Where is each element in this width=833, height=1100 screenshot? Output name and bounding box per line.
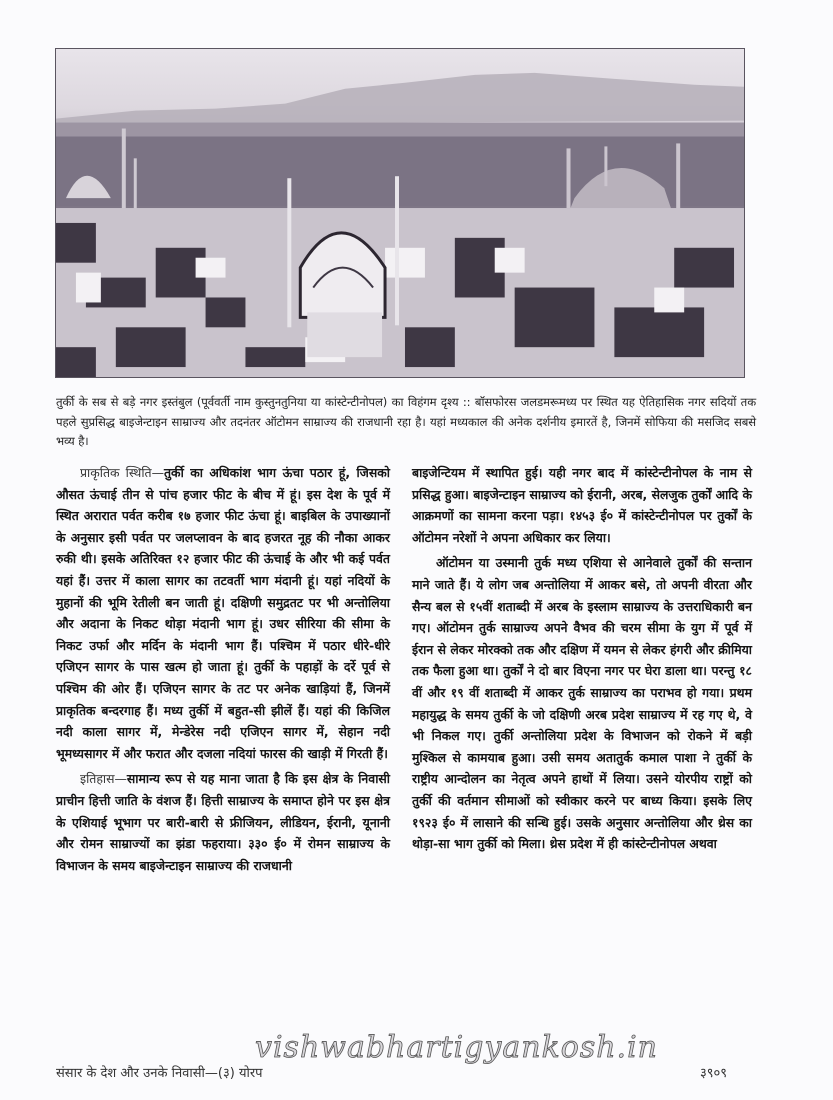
footer-title: संसार के देश और उनके निवासी—(३) योरप	[56, 1066, 263, 1081]
section-text: तुर्की का अधिकांश भाग ऊंचा पठार हूं, जिसको औसत ऊंचाई तीन से पांच हजार फीट के बीच में हूं। इस देश के पूर्व में स्थित अरारात पर्वत करीब १७ हजार फीट ऊंचा हूं। बाइबिल के उपाख्यानों के अनुसार इसी पर्वत पर जलप्लावन के बाद हजरत नूह की नौका आकर रुकी थी। इसके अतिरिक्त १२ हजार फीट की ऊंचाई के और भी कई पर्वत यहां हैं। उत्तर में काला सागर का तटवर्ती भाग मंदानी हूं। यहां नदियों के मुहानों की भूमि रेतीली बन जाती हूं। दक्षिणी समुद्रतट पर भी अन्तोलिया और अदाना के निकट थोड़ा मंदानी भाग हूं। उधर सीरिया की सीमा के निकट उर्फा और मर्दिन के मंदानी भाग हैं। पश्चिम में पठार धीरे-धीरे एजिएन सागर के पास खत्म हो जाता हूं। तुर्की के पहाड़ों के दर्रे पूर्व से पश्चिम की ओर हैं। एजिएन सागर के तट पर अनेक खाड़ियां हैं, जिनमें प्राकृतिक बन्दरगाह हैं। मध्य तुर्की में बहुत-सी झीलें हैं। यहां की किजिल नदी काला सागर में, मेन्डेरेस नदी एजिएन सागर में, सेहान नदी भूमध्यसागर में और फरात और दजला नदियां फारस की खाड़ी में गिरती हैं।	[56, 465, 390, 761]
left-column	[56, 462, 390, 876]
section-history	[56, 768, 390, 876]
watermark: vishwabhartigyankosh.in	[255, 1030, 658, 1065]
page-number: ३९०९	[700, 1066, 728, 1081]
photo-caption: तुर्की के सब से बड़े नगर इस्तंबुल (पूर्ववर्ती नाम कुस्तुनतुनिया या कांस्टेन्टीनोपल) का विहंगम दृश्य :: बॉसफोरस जलडमरूमध्य पर स्थित यह ऐतिहासिक नगर सदियों तक पहले सुप्रसिद्ध बाइजेन्टाइन साम्राज्य और तदनंतर ऑटोमन साम्राज्य की राजधानी रहा है। यहां मध्यकाल की अनेक दर्शनीय इमारतें है, जिनमें सोफिया की मसजिद सबसे भव्य है।	[56, 395, 756, 448]
paragraph: बाइजेन्टियम में स्थापित हुई। यही नगर बाद में कांस्टेन्टीनोपल के नाम से प्रसिद्ध हुआ। बाइजेन्टाइन साम्राज्य को ईरानी, अरब, सेलजुक तुर्कों आदि के आक्रमणों का सामना करना पड़ा। १४५३ ई० में कांस्टेन्टीनोपल पर तुर्कों के ऑटोमन नरेशों ने अपना अधिकार कर लिया।	[412, 465, 752, 545]
istanbul-photo	[55, 48, 745, 378]
right-column	[412, 462, 752, 855]
section-natural-conditions	[56, 462, 390, 764]
section-heading: इतिहास—	[80, 771, 127, 787]
paragraph: ऑटोमन या उस्मानी तुर्क मध्य एशिया से आनेवाले तुर्कों की सन्तान माने जाते हैं। ये लोग जब अन्तोलिया में आकर बसे, तो अपनी वीरता और सैन्य बल से १५वीं शताब्दी में अरब के इस्लाम साम्राज्य के उत्तराधिकारी बन गए। ऑटोमन तुर्क साम्राज्य अपने वैभव की चरम सीमा के युग में पूर्व में ईरान से लेकर मोरक्को तक और दक्षिण में यमन से लेकर हंगरी और क्रीमिया तक फैला हुआ था। तुर्कों ने दो बार विएना नगर पर घेरा डाला था। परन्तु १८ वीं और १९ वीं शताब्दी में आकर तुर्क साम्राज्य का पराभव हो गया। प्रथम महायुद्ध के समय तुर्की के जो दक्षिणी अरब प्रदेश साम्राज्य में रह गए थे, वे भी निकल गए। तुर्की अन्तोलिया प्रदेश के विभाजन को रोकने में बड़ी मुश्किल से कामयाब हुआ। उसी समय अतातुर्क कमाल पाशा ने तुर्की के राष्ट्रीय आन्दोलन का नेतृत्व अपने हाथों में लिया। उसने योरपीय राष्ट्रों को तुर्की की वर्तमान सीमाओं को स्वीकार करने पर बाध्य किया। इसके लिए १९२३ ई० में लासाने की सन्धि हुई। उसके अनुसार अन्तोलिया और थ्रेस का थोड़ा-सा भाग तुर्की को मिला। थ्रेस प्रदेश में ही कांस्टेन्टीनोपल अथवा	[412, 555, 752, 852]
photo-illustration	[56, 49, 744, 377]
section-text: सामान्य रूप से यह माना जाता है कि इस क्षेत्र के निवासी प्राचीन हित्ती जाति के वंशज हैं। हित्ती साम्राज्य के समाप्त होने पर इस क्षेत्र के एशियाई भूभाग पर बारी-बारी से फ्रीजियन, लीडियन, ईरानी, यूनानी और रोमन साम्राज्यों का झंडा फहराया। ३३० ई० में रोमन साम्राज्य के विभाजन के समय बाइजेन्टाइन साम्राज्य की राजधानी	[56, 771, 390, 873]
section-heading: प्राकृतिक स्थिति—	[80, 465, 164, 480]
